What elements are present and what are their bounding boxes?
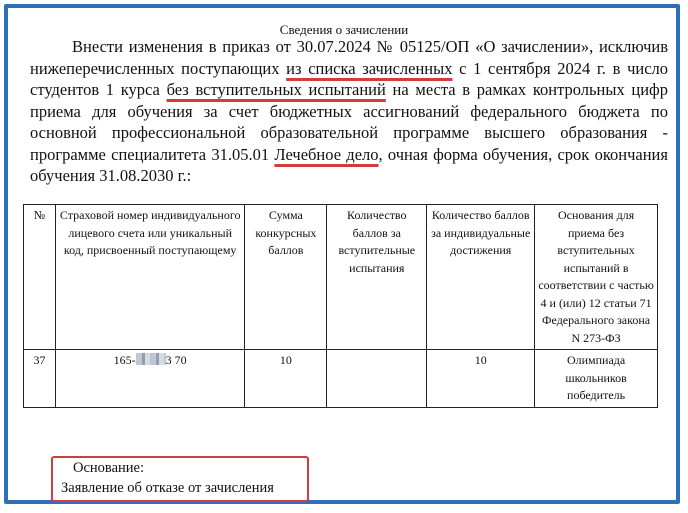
cell-achievements-score: 10 [427, 350, 535, 408]
highlight-general-medicine: Лечебное дело [274, 144, 379, 164]
header-admission-basis: Основания для приема без вступительных испытаний в соответствии с частью 4 и (или) 12 статьи 71 Федерального закона N 273-ФЗ [535, 205, 658, 350]
cell-admission-basis: Олимпиада школьников победитель [535, 350, 658, 408]
header-achievements-score: Количество баллов за индивидуальные достижения [427, 205, 535, 350]
paragraph-text-4: , очная форма обучения, срок окончания обучения 31.08.2030 г.: [30, 144, 668, 185]
basis-label: Основание: [73, 460, 144, 476]
table-row [24, 350, 658, 408]
cell-snils [55, 350, 245, 408]
redacted-block [136, 353, 166, 365]
cell-number: 37 [24, 350, 56, 408]
cell-exam-score [327, 350, 427, 408]
basis-text: Заявление об отказе от зачисления [61, 480, 274, 496]
order-paragraph [30, 36, 668, 187]
paragraph-text-1: Внести изменения в приказ от 30.07.2024 № 05125/ОП «О зачислении», исключив нижеперечисленных поступающих [30, 37, 668, 78]
cell-total-score: 10 [245, 350, 327, 408]
header-total-score: Сумма конкурсных баллов [245, 205, 327, 350]
snils-suffix: 3 70 [165, 353, 187, 367]
table-header-row [24, 205, 658, 350]
snils-prefix: 165- [113, 353, 136, 367]
document-title: Сведения о зачислении [279, 22, 409, 37]
paragraph-text-2: с 1 сентября 2024 г. в число студентов 1 курса [30, 58, 669, 99]
header-number: № [24, 205, 56, 350]
header-snils: Страховой номер индивидуального лицевого счета или уникальный код, присвоенный поступающему [55, 205, 245, 350]
header-exam-score: Количество баллов за вступительные испытания [327, 205, 427, 350]
highlight-from-enrolled-list: из списка зачисленных [286, 58, 453, 78]
enrollment-table [23, 204, 658, 408]
paragraph-text-3: на места в рамках контрольных цифр приема для обучения за счет бюджетных ассигнований федерального бюджета по основной профессиональной образовательной программе высшего образования - программе специалитета 31.05.01 [30, 80, 668, 164]
highlight-without-exams: без вступительных испытаний [166, 80, 386, 99]
